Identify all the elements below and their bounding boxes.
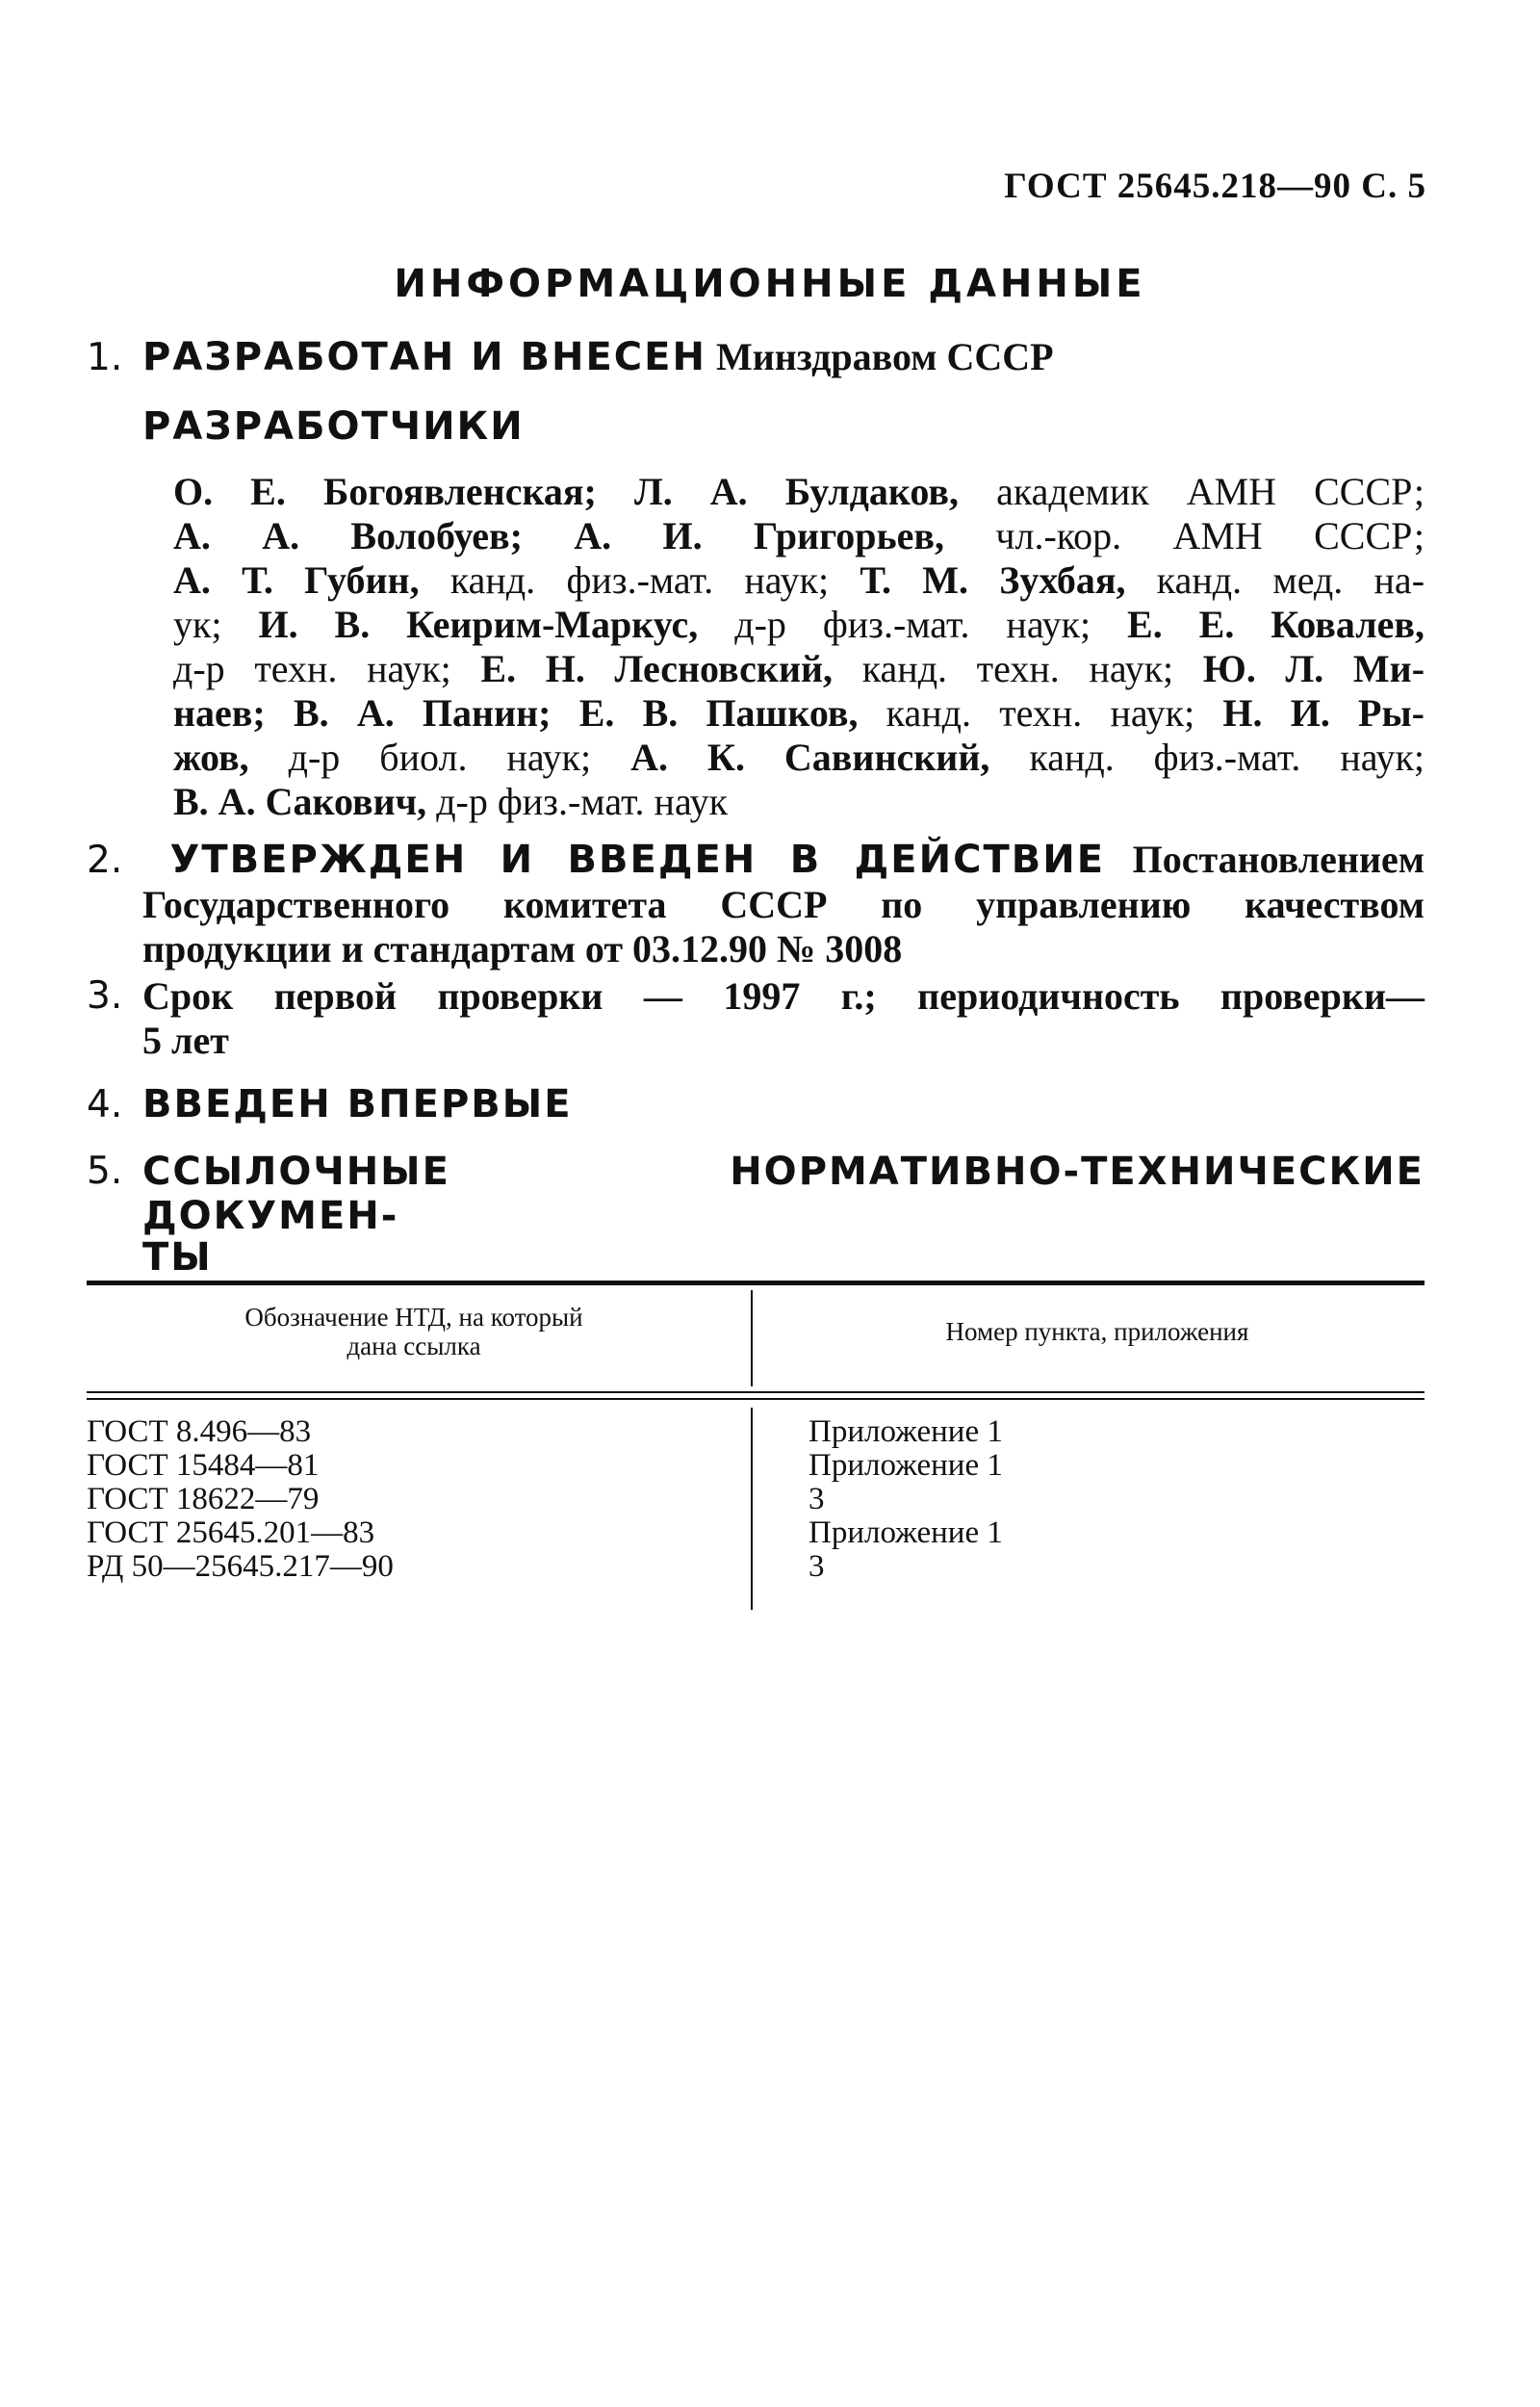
table-cell-reference: РД 50—25645.217—90 (87, 1549, 394, 1584)
developers-line (173, 514, 1424, 558)
developer-title: д-р физ.-мат. наук (436, 780, 729, 823)
table-header-rule-double (87, 1398, 1424, 1400)
table-body (87, 1415, 1424, 1584)
table-cell-reference: ГОСТ 25645.201—83 (87, 1515, 375, 1550)
developers-line (173, 470, 1424, 514)
item-2-line-2: Государственного комитета СССР по управлению качеством (142, 883, 1424, 926)
developers-line (173, 603, 1424, 647)
table-cell-reference: ГОСТ 18622—79 (87, 1482, 320, 1516)
item-5 (87, 1150, 1424, 1280)
item-3 (87, 974, 1424, 1063)
developer-name: жов, (173, 736, 249, 779)
table-column-divider (751, 1290, 753, 1386)
developer-name: И. В. Кеирим-Маркус, (258, 603, 699, 646)
document-title: ИНФОРМАЦИОННЫЕ ДАННЫЕ (394, 262, 1146, 306)
table-row (87, 1483, 1424, 1516)
developer-name: В. А. Панин; (293, 691, 552, 735)
table-header-reference (144, 1303, 683, 1360)
item-5-heading: ССЫЛОЧНЫЕ НОРМАТИВНО-ТЕХНИЧЕСКИЕ ДОКУМЕН- (142, 1150, 1424, 1238)
table-cell-reference: ГОСТ 8.496—83 (87, 1414, 312, 1449)
table-top-rule (87, 1281, 1424, 1285)
item-4 (87, 1082, 1424, 1127)
developer-title: канд. мед. на- (1156, 558, 1425, 602)
table-header-item: Номер пункта, приложения (945, 1317, 1249, 1346)
developers-heading (142, 404, 1480, 449)
table-header-reference-line-2: дана ссылка (346, 1332, 481, 1360)
item-3-line-2: 5 лет (142, 1019, 229, 1062)
item-2-heading: УТВЕРЖДЕН И ВВЕДЕН В ДЕЙСТВИЕ (169, 838, 1106, 882)
developers-line (173, 780, 1424, 824)
developer-title: чл.-кор. АМН СССР; (995, 514, 1425, 557)
item-1 (87, 335, 1424, 380)
item-1-organization: Минздравом СССР (706, 335, 1054, 378)
table-cell-item: Приложение 1 (808, 1515, 1003, 1550)
developer-name: А. Т. Губин, (173, 558, 420, 602)
developer-title: д-р техн. наук; (173, 647, 451, 690)
item-2-number: 2. (87, 839, 123, 882)
developers-line (173, 647, 1424, 691)
developer-title: д-р биол. наук; (288, 736, 592, 779)
developer-name: А. А. Волобуев; (173, 514, 523, 557)
item-2-text: Постановлением (1132, 838, 1424, 881)
table-cell-item: 3 (808, 1482, 825, 1516)
developer-name: Л. А. Булдаков, (633, 470, 959, 513)
developer-name: А. И. Григорьев, (574, 514, 945, 557)
developer-name: Ю. Л. Ми- (1202, 647, 1425, 690)
developer-name: Т. М. Зухбая, (860, 558, 1126, 602)
item-5-heading-continued: ТЫ (142, 1235, 213, 1280)
item-3-line-1: Срок первой проверки — 1997 г.; периодичность проверки— (142, 974, 1424, 1018)
item-1-number: 1. (87, 336, 123, 379)
developer-name: Е. В. Пашков, (578, 691, 859, 735)
developer-title: академик АМН СССР; (996, 470, 1424, 513)
developers-line (173, 558, 1424, 603)
developers-list (173, 470, 1424, 824)
developer-title: канд. техн. наук; (861, 647, 1174, 690)
developers-line (173, 691, 1424, 736)
table-row (87, 1516, 1424, 1550)
item-2-line-3: продукции и стандартам от 03.12.90 № 3008 (142, 927, 903, 971)
table-cell-item: Приложение 1 (808, 1414, 1003, 1449)
developer-title: канд. техн. наук; (886, 691, 1195, 735)
developer-name: Н. И. Ры- (1222, 691, 1424, 735)
developer-title: ук; (173, 603, 222, 646)
item-1-heading: РАЗРАБОТАН И ВНЕСЕН (142, 335, 706, 379)
developers-subheading: РАЗРАБОТЧИКИ (142, 404, 525, 449)
item-3-number: 3. (87, 974, 123, 1018)
developer-name: Е. Н. Лесновский, (480, 647, 834, 690)
developer-title: канд. физ.-мат. наук; (449, 558, 830, 602)
developer-name: В. А. Сакович, (173, 780, 427, 823)
developer-name: наев; (173, 691, 266, 735)
item-4-number: 4. (87, 1083, 123, 1126)
table-row (87, 1415, 1424, 1449)
table-cell-item: Приложение 1 (808, 1448, 1003, 1483)
item-2 (87, 838, 1424, 971)
page-header: ГОСТ 25645.218—90 С. 5 (1004, 167, 1426, 206)
item-5-number: 5. (87, 1150, 123, 1193)
developers-line (173, 736, 1424, 780)
developer-name: О. Е. Богоявленская; (173, 470, 597, 513)
table-row (87, 1550, 1424, 1584)
table-cell-reference: ГОСТ 15484—81 (87, 1448, 320, 1483)
table-row (87, 1449, 1424, 1483)
developer-name: А. К. Савинский, (630, 736, 990, 779)
item-4-heading: ВВЕДЕН ВПЕРВЫЕ (142, 1082, 573, 1126)
table-header-rule (87, 1391, 1424, 1393)
table-header-reference-line-1: Обозначение НТД, на который (244, 1303, 583, 1332)
developer-title: канд. физ.-мат. наук; (1029, 736, 1425, 779)
table-cell-item: 3 (808, 1549, 825, 1584)
developer-title: д-р физ.-мат. наук; (734, 603, 1091, 646)
developer-name: Е. Е. Ковалев, (1127, 603, 1425, 646)
